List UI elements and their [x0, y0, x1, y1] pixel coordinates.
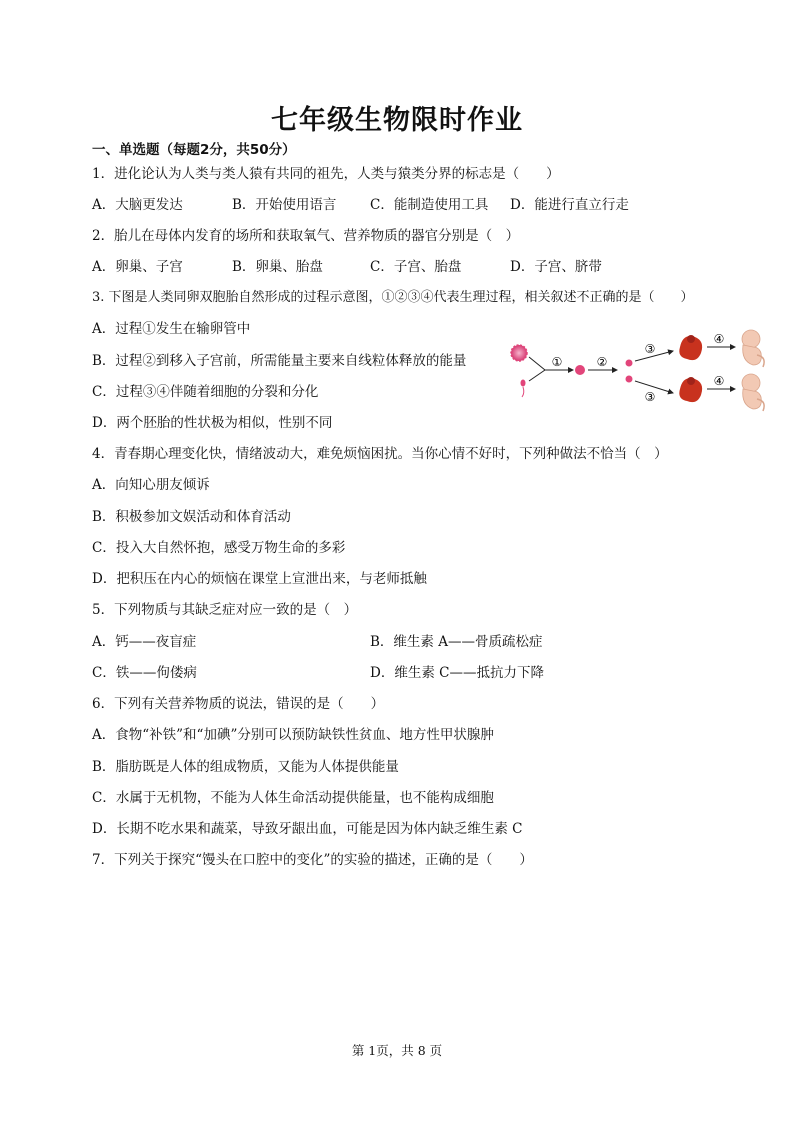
- question-3-option-a: A．过程①发生在输卵管中: [92, 321, 251, 337]
- question-2-option-c: C．子宫、胎盘: [370, 259, 462, 275]
- question-1-option-a: A．大脑更发达: [92, 197, 183, 213]
- question-5-option-b: B．维生素 A——骨质疏松症: [370, 634, 543, 650]
- process-4-upper-label: ④: [713, 332, 725, 346]
- process-3-lower-label: ③: [644, 390, 656, 404]
- question-3-option-c: C．过程③④伴随着细胞的分裂和分化: [92, 384, 319, 400]
- question-5-option-d: D．维生素 C——抵抗力下降: [370, 665, 544, 681]
- question-6-stem: 6．下列有关营养物质的说法，错误的是（ ）: [92, 696, 385, 712]
- page-title: 七年级生物限时作业: [271, 105, 523, 136]
- process-4-lower-label: ④: [713, 374, 725, 388]
- section-heading: 一、单选题（每题2分，共50分）: [92, 142, 296, 158]
- question-6-option-d: D．长期不吃水果和蔬菜，导致牙龈出血，可能是因为体内缺乏维生素 C: [92, 821, 523, 837]
- question-5-option-a: A．钙——夜盲症: [92, 634, 197, 650]
- question-2-option-b: B．卵巢、胎盘: [232, 259, 323, 275]
- question-1-stem: 1．进化论认为人类与类人猿有共同的祖先，人类与猿类分界的标志是（ ）: [92, 166, 560, 182]
- question-6-option-c: C．水属于无机物，不能为人体生命活动提供能量，也不能构成细胞: [92, 790, 494, 806]
- question-2-option-d: D．子宫、脐带: [510, 259, 602, 275]
- process-3-upper-label: ③: [644, 342, 656, 356]
- fetus-lower-icon: [742, 374, 764, 411]
- question-5-stem: 5．下列物质与其缺乏症对应一致的是（ ）: [92, 602, 358, 618]
- split-cells-icon: [626, 360, 633, 383]
- page-footer: 第 1页，共 8 页: [351, 1043, 443, 1058]
- question-4-option-c: C．投入大自然怀抱，感受万物生命的多彩: [92, 540, 346, 556]
- question-6-option-a: A．食物“补铁”和“加碘”分别可以预防缺铁性贫血、地方性甲状腺肿: [92, 727, 494, 743]
- zygote-icon: [575, 365, 585, 375]
- question-4-option-d: D．把积压在内心的烦恼在课堂上宣泄出来，与老师抵触: [92, 571, 427, 587]
- question-3-option-d: D．两个胚胎的性状极为相似，性别不同: [92, 415, 333, 431]
- question-3-option-b: B．过程②到移入子宫前，所需能量主要来自线粒体释放的能量: [92, 353, 467, 369]
- fetus-upper-icon: [742, 330, 764, 367]
- question-1-option-c: C．能制造使用工具: [370, 197, 489, 213]
- question-5-option-c: C．铁——佝偻病: [92, 665, 197, 681]
- sperm-cell-icon: [521, 380, 526, 398]
- process-2-label: ②: [596, 355, 608, 369]
- question-4-option-a: A．向知心朋友倾诉: [92, 477, 210, 493]
- question-4-stem: 4．青春期心理变化快，情绪波动大，难免烦恼困扰。当你心情不好时，下列种做法不恰当（ ）: [92, 446, 668, 462]
- question-2-stem: 2．胎儿在母体内发育的场所和获取氧气、营养物质的器官分别是（ ）: [92, 228, 520, 244]
- egg-cell-icon: [511, 345, 527, 361]
- question-7-stem: 7．下列关于探究“馒头在口腔中的变化”的实验的描述，正确的是（ ）: [92, 852, 533, 868]
- question-1-option-d: D．能进行直立行走: [510, 197, 629, 213]
- embryo-lower-icon: [679, 377, 702, 402]
- question-4-option-b: B．积极参加文娱活动和体育活动: [92, 509, 291, 525]
- question-2-option-a: A．卵巢、子宫: [92, 259, 183, 275]
- embryo-upper-icon: [679, 335, 702, 360]
- process-1-label: ①: [551, 355, 563, 369]
- question-3-stem: 3. 下图是人类同卵双胞胎自然形成的过程示意图，①②③④代表生理过程，相关叙述不正确的是（ ）: [92, 290, 694, 305]
- question-6-option-b: B．脂肪既是人体的组成物质，又能为人体提供能量: [92, 759, 399, 775]
- twin-formation-diagram: [505, 325, 785, 425]
- question-1-option-b: B．开始使用语言: [232, 197, 337, 213]
